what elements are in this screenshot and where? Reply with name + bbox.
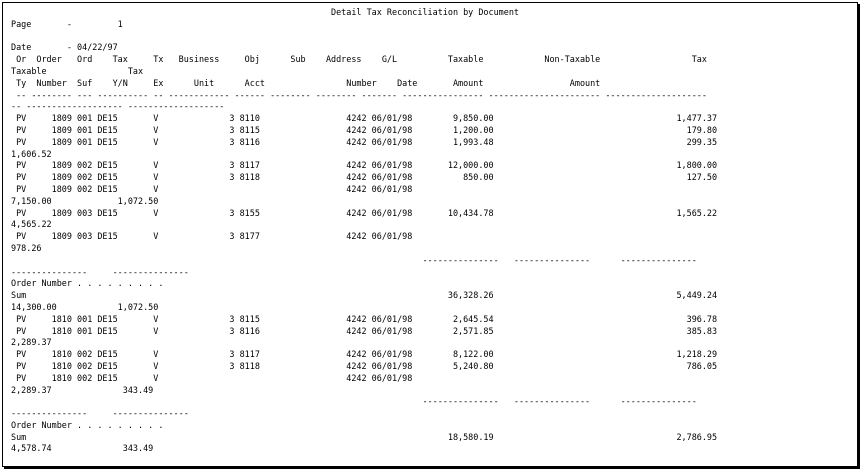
report-line: 1,606.52 — [11, 148, 52, 159]
report-line: --------------- --------------- — [11, 266, 189, 277]
report-window — [2, 2, 858, 467]
report-line: PV 1809 002 DE15 V 3 8117 4242 06/01/98 12,000.00 1,800.00 — [11, 160, 718, 171]
report-line: 4,565.22 — [11, 219, 52, 230]
report-line: PV 1810 002 DE15 V 3 8118 4242 06/01/98 5,240.80 786.05 — [11, 360, 718, 371]
report-line: 7,150.00 1,072.50 — [11, 195, 159, 206]
report-line: 978.26 — [11, 242, 42, 253]
report-line: Date - 04/22/97 — [11, 42, 118, 53]
report-line: Order Number . . . . . . . . . — [11, 419, 164, 430]
report-line: --------------- --------------- --------------- — [11, 396, 697, 407]
report-line: --------------- --------------- --------------- — [11, 254, 697, 265]
report-line: 4,578.74 343.49 — [11, 443, 154, 454]
report-line: PV 1810 001 DE15 V 3 8116 4242 06/01/98 2,571.85 385.83 — [11, 325, 718, 336]
report-body — [3, 3, 857, 455]
report-line: 14,300.00 1,072.50 — [11, 301, 159, 312]
report-line: 2,289.37 343.49 — [11, 384, 154, 395]
report-line: 2,289.37 — [11, 337, 52, 348]
report-line: PV 1810 001 DE15 V 3 8115 4242 06/01/98 2,645.54 396.78 — [11, 313, 718, 324]
report-line: PV 1809 002 DE15 V 4242 06/01/98 — [11, 183, 413, 194]
report-line: -- -------- --- ---------- -- ------------ ------ -------- -------- ------- ---------------- ---------------------- -------------------- — [11, 89, 707, 100]
report-title: Detail Tax Reconciliation by Document — [11, 7, 519, 17]
report-line: Ty Number Suf Y/N Ex Unit Acct Number Date Amount Amount — [11, 77, 601, 88]
report-line: Or Order Ord Tax Tx Business Obj Sub Address G/L Taxable Non-Taxable Tax — [11, 54, 707, 65]
report-line: PV 1810 002 DE15 V 3 8117 4242 06/01/98 8,122.00 1,218.29 — [11, 349, 718, 360]
report-line — [11, 31, 857, 43]
report-line: PV 1809 001 DE15 V 3 8115 4242 06/01/98 1,200.00 179.80 — [11, 124, 718, 135]
report-line: Sum 36,328.26 5,449.24 — [11, 290, 718, 301]
report-line: --------------- --------------- — [11, 408, 189, 419]
report-line: PV 1809 001 DE15 V 3 8110 4242 06/01/98 9,850.00 1,477.37 — [11, 113, 718, 124]
report-line: PV 1809 002 DE15 V 3 8118 4242 06/01/98 850.00 127.50 — [11, 172, 718, 183]
report-line: Sum 18,580.19 2,786.95 — [11, 431, 718, 442]
report-line: Taxable Tax — [11, 65, 144, 76]
report-line: PV 1810 002 DE15 V 4242 06/01/98 — [11, 372, 413, 383]
report-line: Order Number . . . . . . . . . — [11, 278, 164, 289]
report-line: PV 1809 003 DE15 V 3 8177 4242 06/01/98 — [11, 231, 413, 242]
report-line: Page - 1 — [11, 18, 123, 29]
report-line: PV 1809 003 DE15 V 3 8155 4242 06/01/98 10,434.78 1,565.22 — [11, 207, 718, 218]
report-line: -- ------------------- ------------------- — [11, 101, 225, 112]
report-line: PV 1809 001 DE15 V 3 8116 4242 06/01/98 1,993.48 299.35 — [11, 136, 718, 147]
